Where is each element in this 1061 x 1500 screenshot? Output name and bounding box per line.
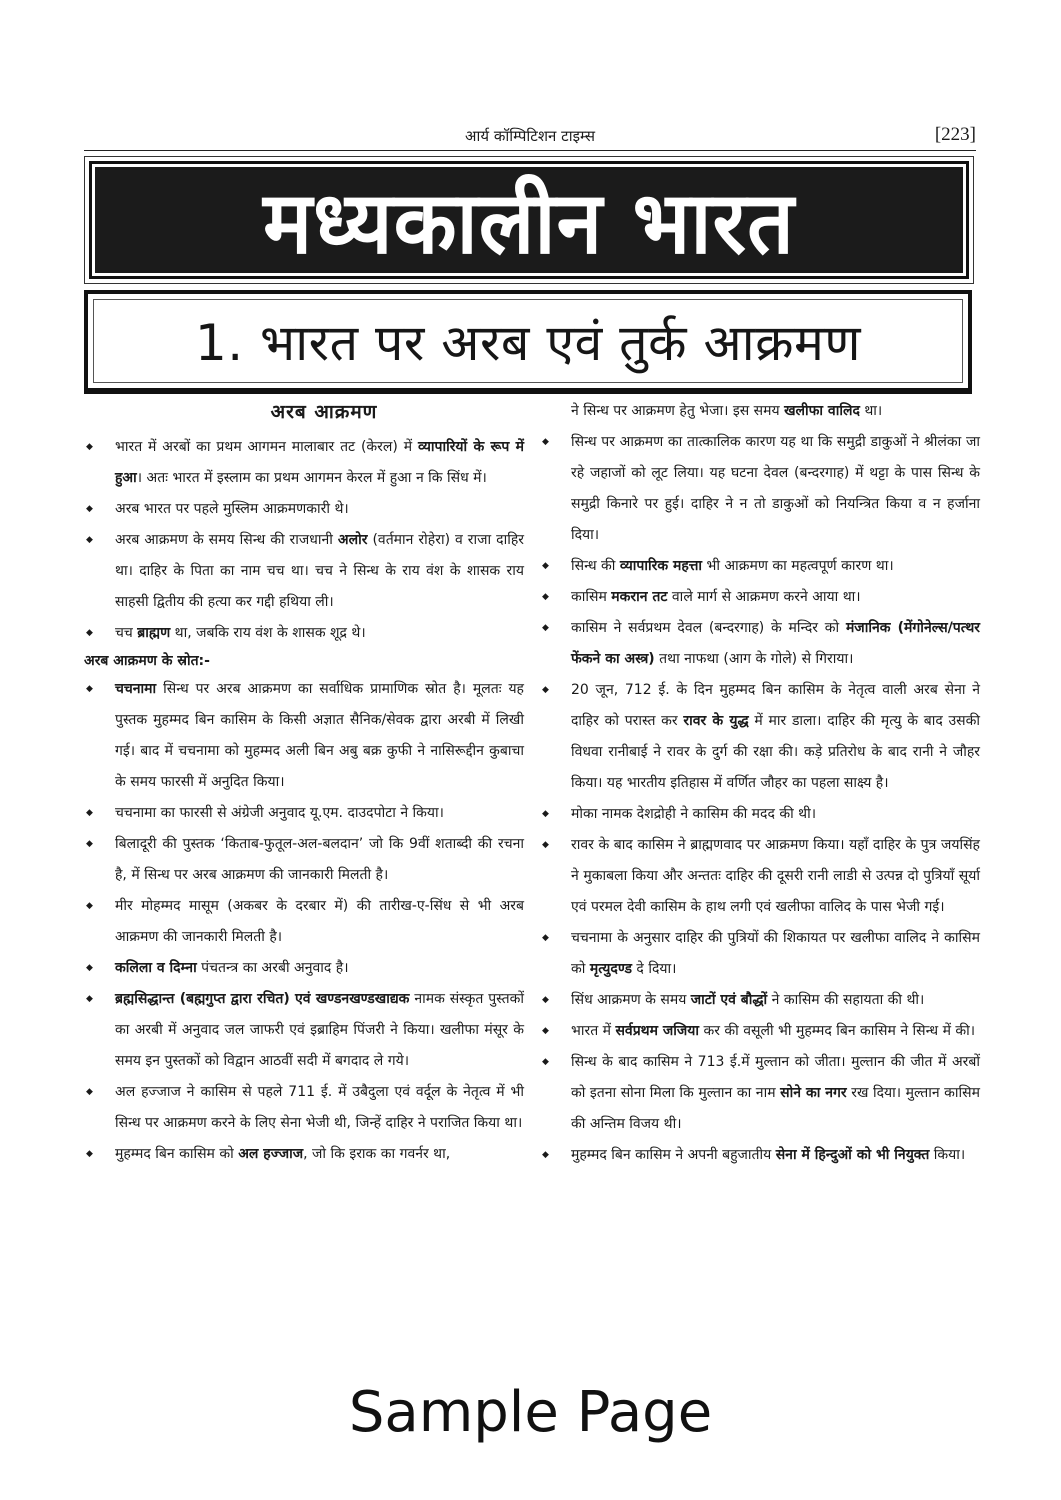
text: । अतः भारत में इस्लाम का प्रथम आगमन केरल में हुआ न कि सिंध में। xyxy=(136,470,487,486)
diamond-bullet-icon: ◆ xyxy=(86,684,93,694)
bold-text: व्यापारिक महत्ता xyxy=(619,558,703,574)
list-item xyxy=(84,798,524,829)
list-item xyxy=(540,1047,980,1140)
text: चच xyxy=(115,625,138,641)
chapter-title: 1. भारत पर अरब एवं तुर्क आक्रमण xyxy=(194,314,862,372)
diamond-bullet-icon: ◆ xyxy=(86,1149,93,1159)
text: मुहम्मद बिन कासिम को xyxy=(115,1146,239,1162)
text: अल हज्जाज ने कासिम से पहले 711 ई. में उबैदुला एवं वर्दूल के नेतृत्व में भी सिन्ध पर आक्रमण करने के लिए सेना भेजी थी, जिन्हें दाहिर ने पराजित किया था। xyxy=(115,1084,524,1131)
diamond-bullet-icon: ◆ xyxy=(86,808,93,818)
text: कासिम xyxy=(571,589,612,605)
diamond-bullet-icon: ◆ xyxy=(86,963,93,973)
text: मुहम्मद बिन कासिम ने अपनी बहुजातीय xyxy=(571,1147,776,1163)
list-item xyxy=(84,953,524,984)
text: वाले मार्ग से आक्रमण करने आया था। xyxy=(667,589,861,605)
bold-text: सर्वप्रथम जजिया xyxy=(615,1023,700,1039)
text: सिन्ध पर अरब आक्रमण का सर्वाधिक प्रामाणिक स्रोत है। मूलतः यह पुस्तक मुहम्मद बिन कासिम के किसी अज्ञात सैनिक/सेवक द्वारा अरबी में लिखी गई। बाद में चचनामा को मुहम्मद अली बिन अबु बक्र कुफी ने नासिरूद्दीन कुबाचा के समय फारसी में अनुदित किया। xyxy=(115,681,524,790)
list-item xyxy=(84,891,524,953)
text: सिन्ध पर आक्रमण का तात्कालिक कारण यह था कि समुद्री डाकुओं ने श्रीलंका जा रहे जहाजों को लूट लिया। यह घटना देवल (बन्दरगाह) में थट्टा के पास सिन्ध के समुद्री किनारे पर हुई। दाहिर ने न तो डाकुओं को नियन्त्रित किया व न हर्जाना दिया। xyxy=(571,434,980,543)
text: ने कासिम की सहायता की थी। xyxy=(767,992,925,1008)
list-item xyxy=(84,674,524,798)
list-item xyxy=(540,613,980,675)
bold-text: जाटों एवं बौद्धों xyxy=(690,992,768,1008)
title-background xyxy=(95,167,963,273)
main-title: मध्यकालीन भारत xyxy=(263,173,795,274)
diamond-bullet-icon: ◆ xyxy=(86,504,93,514)
text: चचनामा के अनुसार दाहिर की पुत्रियों की शिकायत पर खलीफा वालिद ने कासिम को xyxy=(571,930,980,977)
text: मोका नामक देशद्रोही ने कासिम की मदद की थी। xyxy=(571,806,817,822)
list-item xyxy=(84,984,524,1077)
text: ने सिन्ध पर आक्रमण हेतु भेजा। इस समय xyxy=(571,403,785,419)
diamond-bullet-icon: ◆ xyxy=(542,623,549,633)
text: रावर के बाद कासिम ने ब्राह्मणवाद पर आक्रमण किया। यहाँ दाहिर के पुत्र जयसिंह ने मुकाबला किया और अन्ततः दाहिर की दूसरी रानी लाडी से उत्पन्न दो पुत्रियाँ सूर्या एवं परमल देवी कासिम के हाथ लगी एवं खलीफा वालिद के पास भेजी गई। xyxy=(571,837,980,915)
list-item xyxy=(540,582,980,613)
text: कासिम ने सर्वप्रथम देवल (बन्दरगाह) के मन्दिर को xyxy=(571,620,846,636)
diamond-bullet-icon: ◆ xyxy=(86,839,93,849)
list-item xyxy=(540,551,980,582)
text: नामक संस्कृत पुस्तकों का अरबी में अनुवाद जल जाफरी एवं इब्राहिम पिंजरी ने किया। खलीफा मंसूर के समय इन पुस्तकों को विद्वान आठवीं सदी में बगदाद ले गये। xyxy=(115,991,524,1069)
list-item xyxy=(540,799,980,830)
diamond-bullet-icon: ◆ xyxy=(86,628,93,638)
list-item xyxy=(84,618,524,649)
list-item xyxy=(540,830,980,923)
list-item xyxy=(540,1016,980,1047)
main-title-banner xyxy=(84,156,974,284)
list-item xyxy=(84,1077,524,1139)
diamond-bullet-icon: ◆ xyxy=(86,994,93,1004)
text: रख दिया। मुल्तान कासिम की अन्तिम विजय थी। xyxy=(571,1085,980,1132)
bold-text: रावर के युद्ध xyxy=(683,713,749,729)
page-header xyxy=(84,124,976,151)
diamond-bullet-icon: ◆ xyxy=(86,535,93,545)
bold-text: खलीफा वालिद xyxy=(784,403,860,419)
text: सिन्ध की xyxy=(571,558,620,574)
bold-text: सेना में हिन्दुओं को भी नियुक्त xyxy=(775,1147,930,1163)
bold-text: मकरान तट xyxy=(611,589,668,605)
page-number: [223] xyxy=(934,124,976,145)
text: अरब आक्रमण के समय सिन्ध की राजधानी xyxy=(115,532,338,548)
diamond-bullet-icon: ◆ xyxy=(542,437,549,447)
text: भारत में xyxy=(571,1023,616,1039)
text: कर की वसूली भी मुहम्मद बिन कासिम ने सिन्ध में की। xyxy=(699,1023,976,1039)
diamond-bullet-icon: ◆ xyxy=(542,933,549,943)
bold-text: चचनामा xyxy=(115,681,157,697)
diamond-bullet-icon: ◆ xyxy=(86,901,93,911)
list-item xyxy=(84,494,524,525)
text: सिन्ध के बाद कासिम ने 713 ई.में मुल्तान को जीता। मुल्तान की जीत में अरबों को इतना सोना मिला कि मुल्तान का नाम xyxy=(571,1054,980,1101)
list-item xyxy=(84,829,524,891)
list-item xyxy=(84,432,524,494)
bold-text: ब्राह्मण xyxy=(137,625,171,641)
text: किया। xyxy=(929,1147,966,1163)
text: भी आक्रमण का महत्वपूर्ण कारण था। xyxy=(702,558,894,574)
list-item xyxy=(540,427,980,551)
bullet-list-intro xyxy=(84,432,524,649)
bold-text: मंजानिक (मेंगोनेल्स/पत्थर फेंकने का अस्त्र) xyxy=(571,620,980,667)
diamond-bullet-icon: ◆ xyxy=(542,1057,549,1067)
bold-text: व्यापारियों के रूप में हुआ xyxy=(115,439,524,486)
title-frame xyxy=(89,161,969,279)
diamond-bullet-icon: ◆ xyxy=(542,995,549,1005)
bullet-list-right xyxy=(540,427,980,1171)
list-item xyxy=(84,1139,524,1170)
list-item xyxy=(84,525,524,618)
publication-name: आर्य कॉम्पिटिशन टाइम्स xyxy=(465,127,595,145)
text: भारत में अरबों का प्रथम आगमन मालाबार तट (केरल) में xyxy=(115,439,418,455)
diamond-bullet-icon: ◆ xyxy=(542,1026,549,1036)
bold-text: सोने का नगर xyxy=(780,1085,847,1101)
chapter-title-frame xyxy=(93,299,963,383)
diamond-bullet-icon: ◆ xyxy=(86,442,93,452)
text: , जो कि इराक का गवर्नर था, xyxy=(303,1146,451,1162)
text: अरब भारत पर पहले मुस्लिम आक्रमणकारी थे। xyxy=(115,501,349,517)
list-item-continuation xyxy=(540,396,980,427)
diamond-bullet-icon: ◆ xyxy=(542,685,549,695)
text: पंचतन्त्र का अरबी अनुवाद है। xyxy=(196,960,349,976)
text: दे दिया। xyxy=(631,961,677,977)
text: में मार डाला। दाहिर की मृत्यु के बाद उसकी विधवा रानीबाई ने रावर के दुर्ग की रक्षा की। कड़े प्रतिरोध के बाद रानी ने जौहर किया। यह भारतीय इतिहास में वर्णित जौहर का पहला साक्ष्य है। xyxy=(571,713,981,791)
left-column xyxy=(84,396,524,1170)
diamond-bullet-icon: ◆ xyxy=(86,1087,93,1097)
text: था, जबकि राय वंश के शासक शूद्र थे। xyxy=(170,625,366,641)
continuation-paragraph xyxy=(540,396,980,427)
diamond-bullet-icon: ◆ xyxy=(542,1150,549,1160)
bold-text: मृत्युदण्ड xyxy=(589,961,632,977)
text: मीर मोहम्मद मासूम (अकबर के दरबार में) की तारीख-ए-सिंध से भी अरब आक्रमण की जानकारी मिलती है। xyxy=(115,898,524,945)
text: चचनामा का फारसी से अंग्रेजी अनुवाद यू.एम. दाउदपोटा ने किया। xyxy=(115,805,444,821)
text: सिंध आक्रमण के समय xyxy=(571,992,691,1008)
right-column xyxy=(540,396,980,1171)
sample-page-label: Sample Page xyxy=(348,1380,713,1445)
section-heading: अरब आक्रमण xyxy=(270,401,378,423)
bullet-list-sources xyxy=(84,674,524,1170)
diamond-bullet-icon: ◆ xyxy=(542,809,549,819)
bold-text: ब्रह्मसिद्धान्त (बह्मगुप्त द्वारा रचित) एवं खण्डनखण्डखाद्यक xyxy=(115,991,410,1007)
diamond-bullet-icon: ◆ xyxy=(542,840,549,850)
chapter-title-box xyxy=(84,290,972,394)
text: था। xyxy=(859,403,883,419)
list-item xyxy=(540,923,980,985)
list-item xyxy=(540,985,980,1016)
bold-text: कलिला व दिम्ना xyxy=(115,960,197,976)
text: बिलादूरी की पुस्तक ‘किताब-फुतूल-अल-बलदान’ जो कि 9वीं शताब्दी की रचना है, में सिन्ध पर अरब आक्रमण की जानकारी मिलती है। xyxy=(115,836,524,883)
diamond-bullet-icon: ◆ xyxy=(542,561,549,571)
text: तथा नाफथा (आग के गोले) से गिराया। xyxy=(654,651,854,667)
diamond-bullet-icon: ◆ xyxy=(542,592,549,602)
bold-text: अलोर xyxy=(337,532,368,548)
sources-heading: अरब आक्रमण के स्रोत:- xyxy=(84,653,210,669)
list-item xyxy=(540,1140,980,1171)
list-item xyxy=(540,675,980,799)
text: (वर्तमान रोहेरा) व राजा दाहिर था। दाहिर के पिता का नाम चच था। चच ने सिन्ध के राय वंश के शासक राय साहसी द्वितीय की हत्या कर गद्दी हथिया ली। xyxy=(115,532,524,610)
bold-text: अल हज्जाज xyxy=(238,1146,304,1162)
text: 20 जून, 712 ई. के दिन मुहम्मद बिन कासिम के नेतृत्व वाली अरब सेना ने दाहिर को परास्त कर xyxy=(571,682,980,729)
